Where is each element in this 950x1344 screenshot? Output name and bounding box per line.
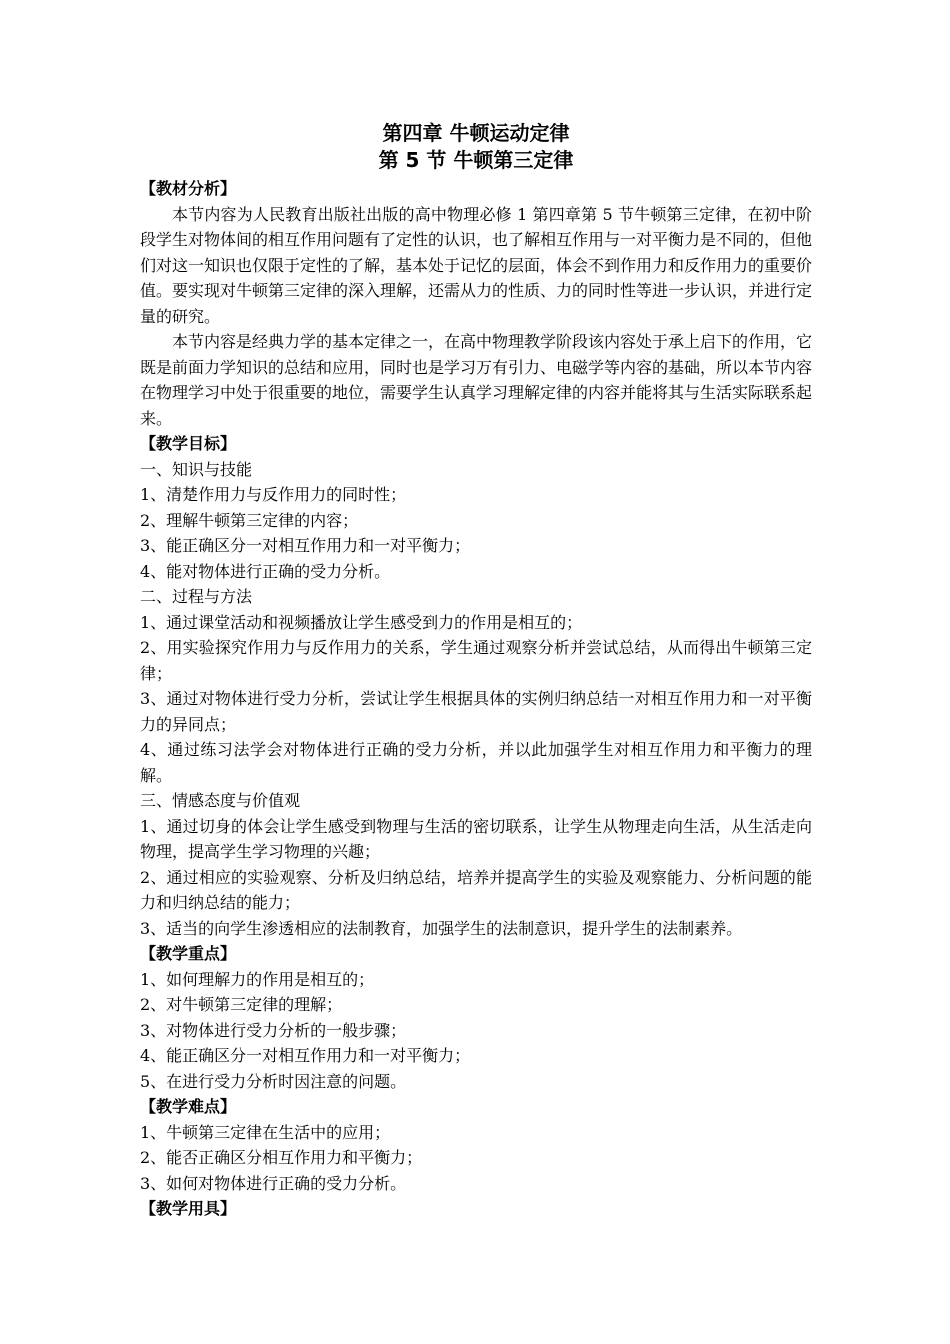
list-item: 1、清楚作用力与反作用力的同时性； — [140, 485, 407, 504]
knowledge-subheading: 一、知识与技能 — [140, 459, 253, 479]
list-item: 2、能否正确区分相互作用力和平衡力； — [140, 1148, 423, 1167]
list-item: 5、在进行受力分析时因注意的问题。 — [140, 1071, 407, 1091]
emotion-subheading: 三、情感态度与价值观 — [140, 791, 301, 810]
list-item: 2、理解牛顿第三定律的内容； — [140, 510, 359, 530]
list-item: 3、如何对物体进行正确的受力分析。 — [140, 1173, 407, 1193]
list-item: 1、牛顿第三定律在生活中的应用； — [140, 1122, 391, 1142]
tools-heading: 【教学用具】 — [140, 1199, 237, 1218]
list-item: 1、通过切身的体会让学生感受到物理与生活的密切联系，让学生从物理走向生活，从生活走向物理，提高学生学习物理的兴趣； — [140, 816, 812, 861]
list-item: 2、对牛顿第三定律的理解； — [140, 995, 343, 1014]
list-item: 4、能对物体进行正确的受力分析。 — [140, 561, 391, 581]
list-item: 3、适当的向学生渗透相应的法制教育，加强学生的法制意识，提升学生的法制素养。 — [140, 918, 743, 938]
difficulties-heading: 【教学难点】 — [140, 1097, 237, 1116]
analysis-paragraph: 本节内容是经典力学的基本定律之一，在高中物理教学阶段该内容处于承上启下的作用，它既是前面力学知识的总结和应用，同时也是学习万有引力、电磁学等内容的基础，所以本节内容在物理学习中处于很重要的地位，需要学生认真学习理解定律的内容并能将其与生活实际联系起来。 — [140, 332, 813, 428]
list-item: 1、如何理解力的作用是相互的； — [140, 969, 375, 989]
list-item: 3、通过对物体进行受力分析，尝试让学生根据具体的实例归纳总结一对相互作用力和一对平衡力的异同点； — [140, 689, 812, 734]
document-page — [140, 120, 812, 1222]
objectives-heading: 【教学目标】 — [140, 434, 237, 453]
analysis-heading: 【教材分析】 — [140, 179, 237, 198]
section-title: 第 5 节 牛顿第三定律 — [378, 148, 574, 172]
list-item: 3、能正确区分一对相互作用力和一对平衡力； — [140, 536, 471, 555]
list-item: 2、通过相应的实验观察、分析及归纳总结，培养并提高学生的实验及观察能力、分析问题的能力和归纳总结的能力； — [140, 867, 812, 912]
analysis-paragraph: 本节内容为人民教育出版社出版的高中物理必修 1 第四章第 5 节牛顿第三定律，在初中阶段学生对物体间的相互作用问题有了定性的认识，也了解相互作用与一对平衡力是不同的，但他们对这一知识也仅限于定性的了解，基本处于记忆的层面，体会不到作用力和反作用力的重要价值。要实现对牛顿第三定律的深入理解，还需从力的性质、力的同时性等进一步认识，并进行定量的研究。 — [140, 204, 813, 326]
list-item: 2、用实验探究作用力与反作用力的关系，学生通过观察分析并尝试总结，从而得出牛顿第三定律； — [140, 638, 812, 683]
process-subheading: 二、过程与方法 — [140, 587, 253, 606]
list-item: 4、能正确区分一对相互作用力和一对平衡力； — [140, 1046, 471, 1065]
list-item: 3、对物体进行受力分析的一般步骤； — [140, 1020, 407, 1040]
chapter-title: 第四章 牛顿运动定律 — [382, 121, 570, 145]
list-item: 1、通过课堂活动和视频播放让学生感受到力的作用是相互的； — [140, 612, 583, 632]
list-item: 4、通过练习法学会对物体进行正确的受力分析，并以此加强学生对相互作用力和平衡力的理解。 — [140, 740, 812, 785]
key-points-heading: 【教学重点】 — [140, 944, 237, 963]
